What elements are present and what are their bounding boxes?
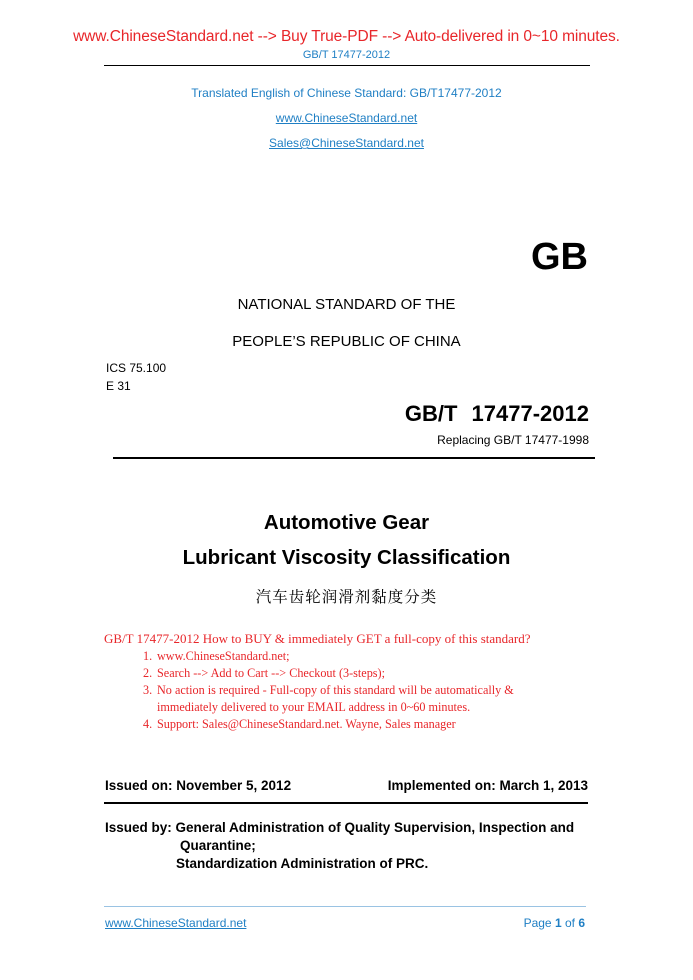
buy-step bbox=[143, 716, 514, 733]
buy-step bbox=[143, 648, 514, 665]
dates-divider bbox=[104, 802, 588, 804]
step-text: No action is required - Full-copy of this standard will be automatically & bbox=[157, 683, 514, 697]
step-text: Support: Sales@ChineseStandard.net. Wayne, Sales manager bbox=[157, 717, 456, 731]
title-divider bbox=[113, 457, 595, 459]
issued-by-line2: Quarantine; bbox=[180, 838, 256, 853]
issued-by-line3: Standardization Administration of PRC. bbox=[176, 856, 429, 871]
page-total: 6 bbox=[578, 916, 585, 930]
step-number: 1. bbox=[143, 649, 153, 663]
chinese-title: 汽车齿轮润滑剂黏度分类 bbox=[255, 588, 438, 606]
email-link-row bbox=[0, 136, 693, 150]
national-standard-line2: PEOPLE’S REPUBLIC OF CHINA bbox=[232, 333, 461, 350]
buy-step-continuation bbox=[143, 699, 514, 716]
email-link[interactable]: Sales@ChineseStandard.net bbox=[269, 136, 424, 150]
issued-by-line1: Issued by: General Administration of Quality Supervision, Inspection and bbox=[105, 820, 575, 835]
buy-question: GB/T 17477-2012 How to BUY & immediately GET a full-copy of this standard? bbox=[104, 631, 531, 646]
gb-logo-text: GB bbox=[531, 236, 588, 278]
page-indicator bbox=[524, 916, 585, 930]
ics-code: ICS 75.100 bbox=[106, 361, 167, 375]
title-line1: Automotive Gear bbox=[263, 511, 430, 534]
of-label: of bbox=[561, 916, 579, 930]
footer-website-link[interactable]: www.ChineseStandard.net bbox=[105, 916, 247, 930]
footer-divider bbox=[104, 906, 586, 907]
issued-date: Issued on: November 5, 2012 bbox=[105, 778, 292, 793]
step-text: immediately delivered to your EMAIL address in 0~60 minutes. bbox=[157, 700, 471, 714]
header-doc-code: GB/T 17477-2012 bbox=[302, 49, 391, 61]
website-link[interactable]: www.ChineseStandard.net bbox=[275, 111, 418, 125]
translation-line: Translated English of Chinese Standard: GB/T17477-2012 bbox=[191, 86, 502, 100]
page-number: 1 bbox=[554, 916, 562, 930]
dates-row bbox=[105, 778, 588, 793]
header-divider bbox=[104, 65, 590, 66]
buy-step bbox=[143, 682, 514, 699]
website-link-row bbox=[0, 111, 693, 125]
step-number: 3. bbox=[143, 683, 153, 697]
top-banner[interactable]: www.ChineseStandard.net --> Buy True-PDF --> Auto-delivered in 0~10 minutes. bbox=[73, 28, 620, 45]
step-number: 4. bbox=[143, 717, 153, 731]
page-label: Page bbox=[523, 916, 555, 930]
step-text[interactable]: www.ChineseStandard.net; bbox=[157, 649, 290, 663]
national-standard-line1: NATIONAL STANDARD OF THE bbox=[237, 296, 456, 313]
title-line2: Lubricant Viscosity Classification bbox=[182, 546, 511, 569]
buy-steps-list bbox=[143, 648, 514, 733]
step-number: 2. bbox=[143, 666, 153, 680]
implemented-date: Implemented on: March 1, 2013 bbox=[387, 778, 588, 793]
replacing-note: Replacing GB/T 17477-1998 bbox=[437, 433, 589, 447]
classification-code: E 31 bbox=[106, 379, 131, 393]
step-text: Search --> Add to Cart --> Checkout (3-steps); bbox=[157, 666, 385, 680]
standard-code: GB/T 17477-2012 bbox=[404, 401, 589, 426]
issued-by-block bbox=[105, 819, 574, 873]
buy-step bbox=[143, 665, 514, 682]
